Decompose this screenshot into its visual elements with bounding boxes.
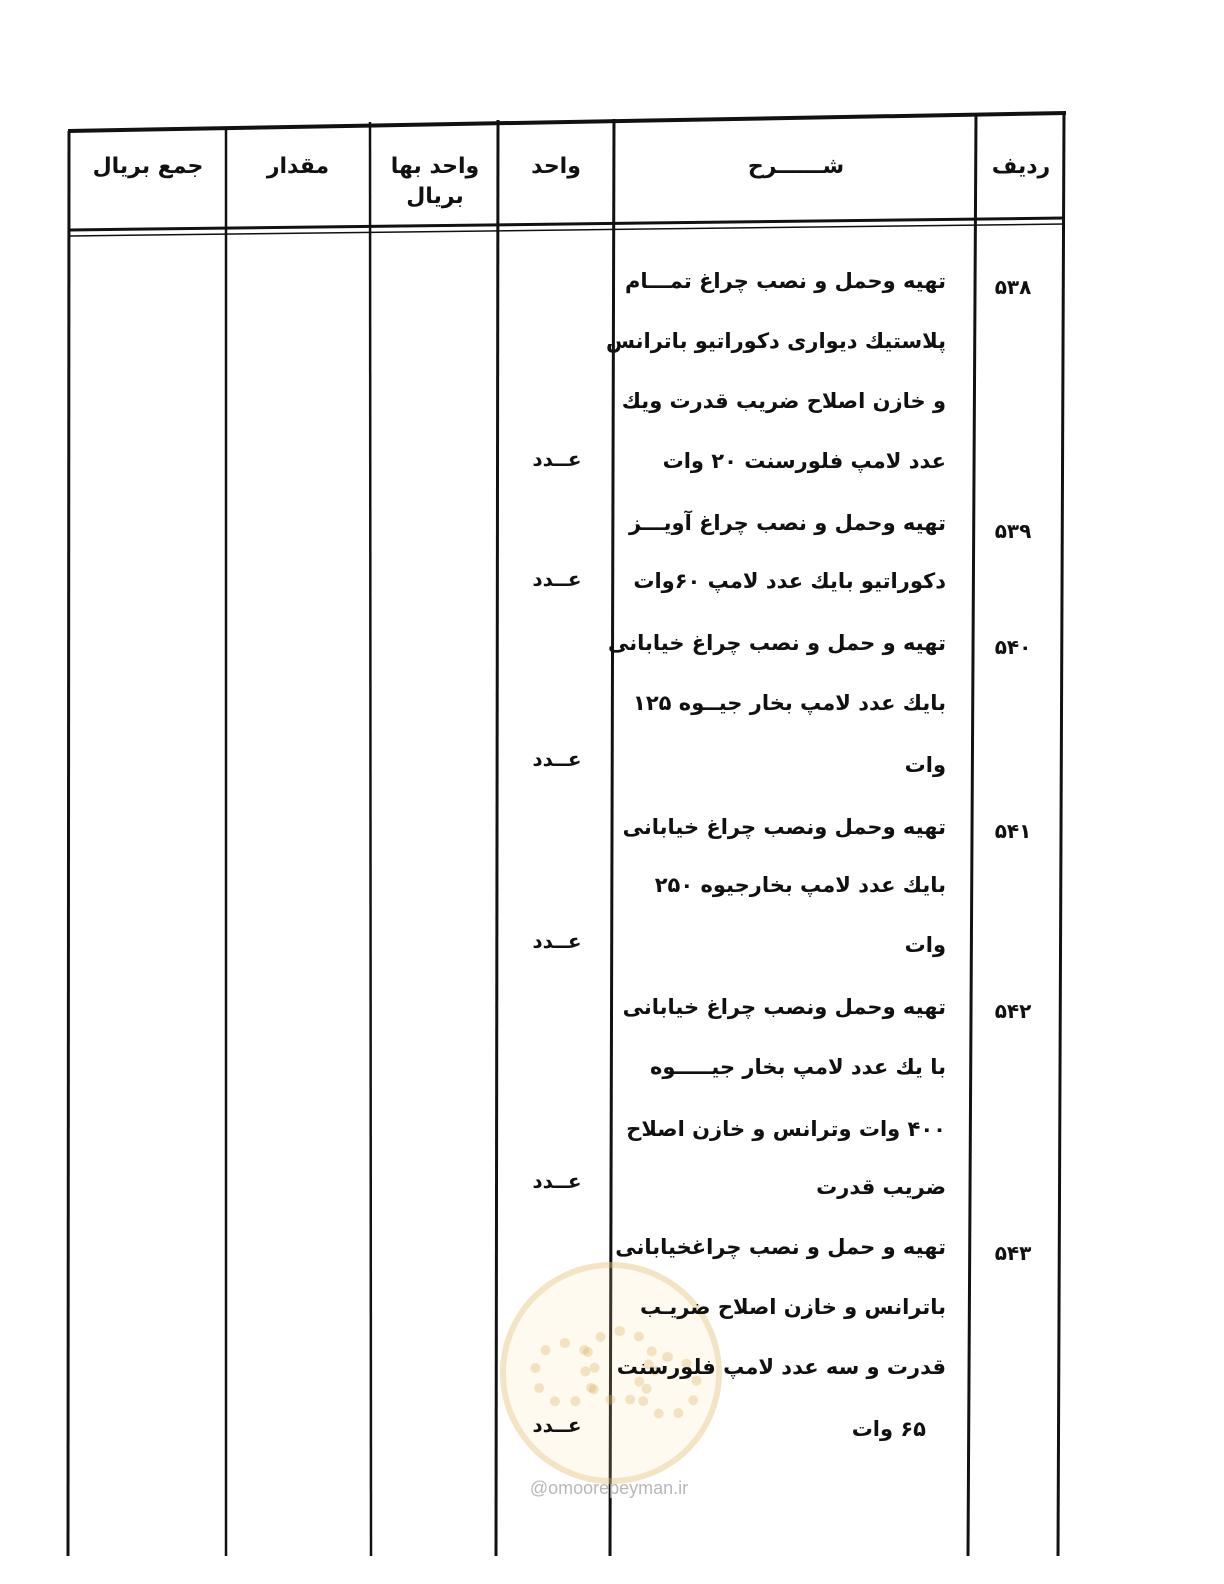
description-line: پلاستیك دیواری دكوراتیو باترانس	[605, 329, 946, 353]
description-line: بایك عدد لامپ بخار جیــوه ۱۲۵	[633, 691, 946, 715]
description-line: ۶۵ وات	[851, 1417, 926, 1441]
description-line: وات	[904, 933, 946, 957]
row-code: ۵۴۲	[994, 999, 1032, 1023]
description-line: دكوراتیو بایك عدد لامپ ۶۰وات	[633, 569, 946, 593]
unit-cell: عــدد	[532, 1169, 582, 1193]
header-quantity: مقدار	[266, 154, 330, 179]
description-line: تهیه و حمل و نصب چراغ خیابانی	[607, 631, 946, 655]
description-line: تهیه و حمل و نصب چراغخیابانی	[615, 1235, 946, 1259]
description-line: باترانس و خازن اصلاح ضریـب	[639, 1295, 946, 1319]
description-line: تهیه وحمل و نصب چراغ تمـــام	[625, 269, 946, 293]
description-line: و خازن اصلاح ضریب قدرت ویك	[621, 389, 946, 413]
unit-cell: عــدد	[532, 929, 582, 953]
description-line: تهیه وحمل ونصب چراغ خیابانی	[622, 815, 946, 839]
header-row-number: ردیف	[991, 154, 1051, 179]
header-unit: واحد	[531, 154, 581, 179]
unit-cell: عــدد	[532, 747, 582, 771]
description-line: ۴۰۰ وات وترانس و خازن اصلاح	[626, 1117, 946, 1141]
row-code: ۵۳۹	[994, 519, 1032, 543]
description-line: با یك عدد لامپ بخار جیـــــوه	[649, 1055, 946, 1079]
description-line: تهیه وحمل ونصب چراغ خیابانی	[622, 995, 946, 1019]
description-line: ضریب قدرت	[816, 1175, 946, 1199]
description-line: بایك عدد لامپ بخارجیوه ۲۵۰	[654, 873, 946, 897]
description-line: عدد لامپ فلورسنت ۲۰ وات	[662, 449, 946, 473]
description-line: قدرت و سه عدد لامپ فلورسنت	[616, 1355, 946, 1379]
row-code: ۵۴۱	[994, 819, 1032, 843]
watermark-site-text: @omoorepeyman.ir	[529, 1478, 689, 1498]
header-total: جمع بریال	[92, 154, 204, 179]
description-line: تهیه وحمل و نصب چراغ آویـــز	[629, 511, 946, 535]
row-code: ۵۴۳	[994, 1241, 1032, 1265]
header-unit-price	[374, 152, 496, 212]
row-code: ۵۳۸	[994, 275, 1032, 299]
header-unit-price-line2: بریال	[406, 184, 464, 209]
unit-cell: عــدد	[532, 567, 582, 591]
row-code: ۵۴۰	[994, 635, 1032, 659]
header-unit-price-line1: واحد بها	[390, 154, 480, 179]
unit-cell: عــدد	[532, 447, 582, 471]
unit-cell: عــدد	[532, 1413, 582, 1437]
description-line: وات	[904, 753, 946, 777]
header-description: شــــــرح	[747, 154, 845, 179]
